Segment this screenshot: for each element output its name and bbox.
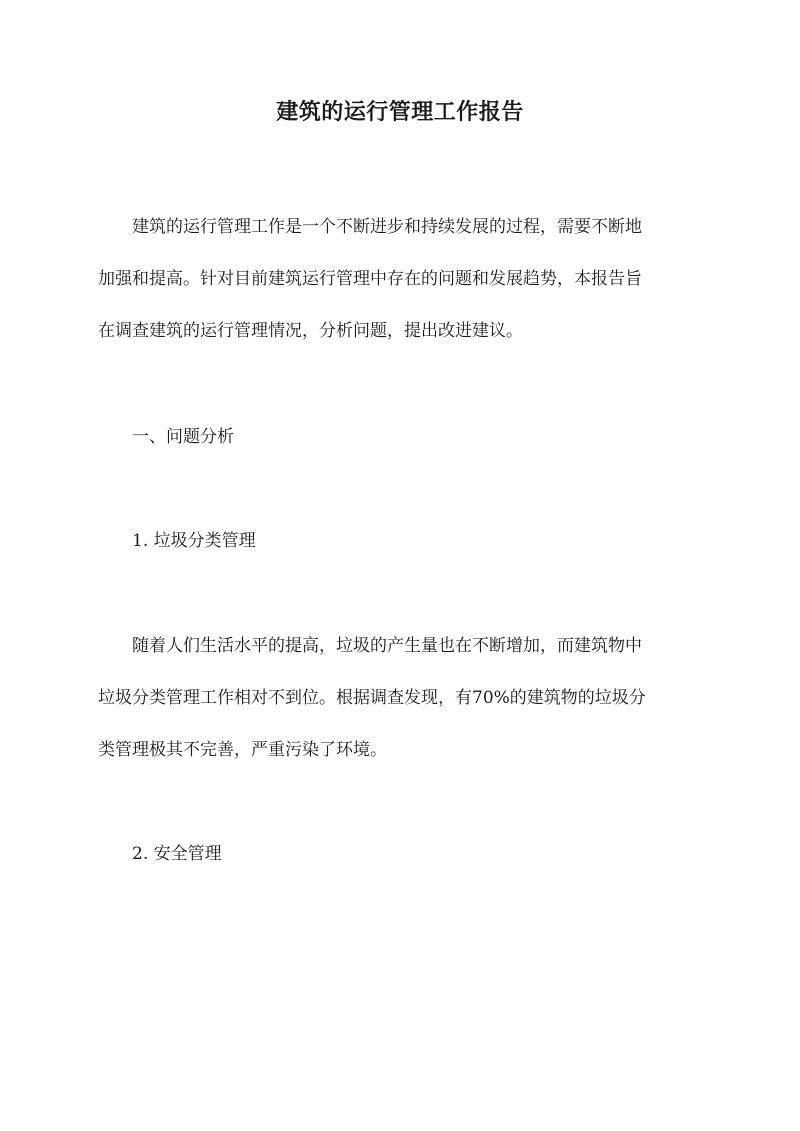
intro-paragraph (98, 201, 702, 357)
page-title: 建筑的运行管理工作报告 (276, 99, 524, 125)
item-heading-safety-management: 2. 安全管理 (132, 844, 222, 864)
intro-line-2: 加强和提高。针对目前建筑运行管理中存在的问题和发展趋势，本报告旨 (98, 269, 642, 289)
intro-line-3: 在调查建筑的运行管理情况，分析问题，提出改进建议。 (98, 321, 523, 341)
waste-line-3: 类管理极其不完善，严重污染了环境。 (98, 740, 387, 760)
waste-line-1: 随着人们生活水平的提高，垃圾的产生量也在不断增加，而建筑物中 (132, 636, 642, 656)
waste-line-2: 垃圾分类管理工作相对不到位。根据调查发现，有70%的建筑物的垃圾分 (98, 688, 646, 708)
item-heading-waste-sorting: 1. 垃圾分类管理 (132, 531, 256, 551)
intro-line-1: 建筑的运行管理工作是一个不断进步和持续发展的过程，需要不断地 (132, 217, 642, 237)
section-heading-problem-analysis: 一、问题分析 (132, 427, 234, 447)
waste-sorting-paragraph (98, 620, 702, 776)
